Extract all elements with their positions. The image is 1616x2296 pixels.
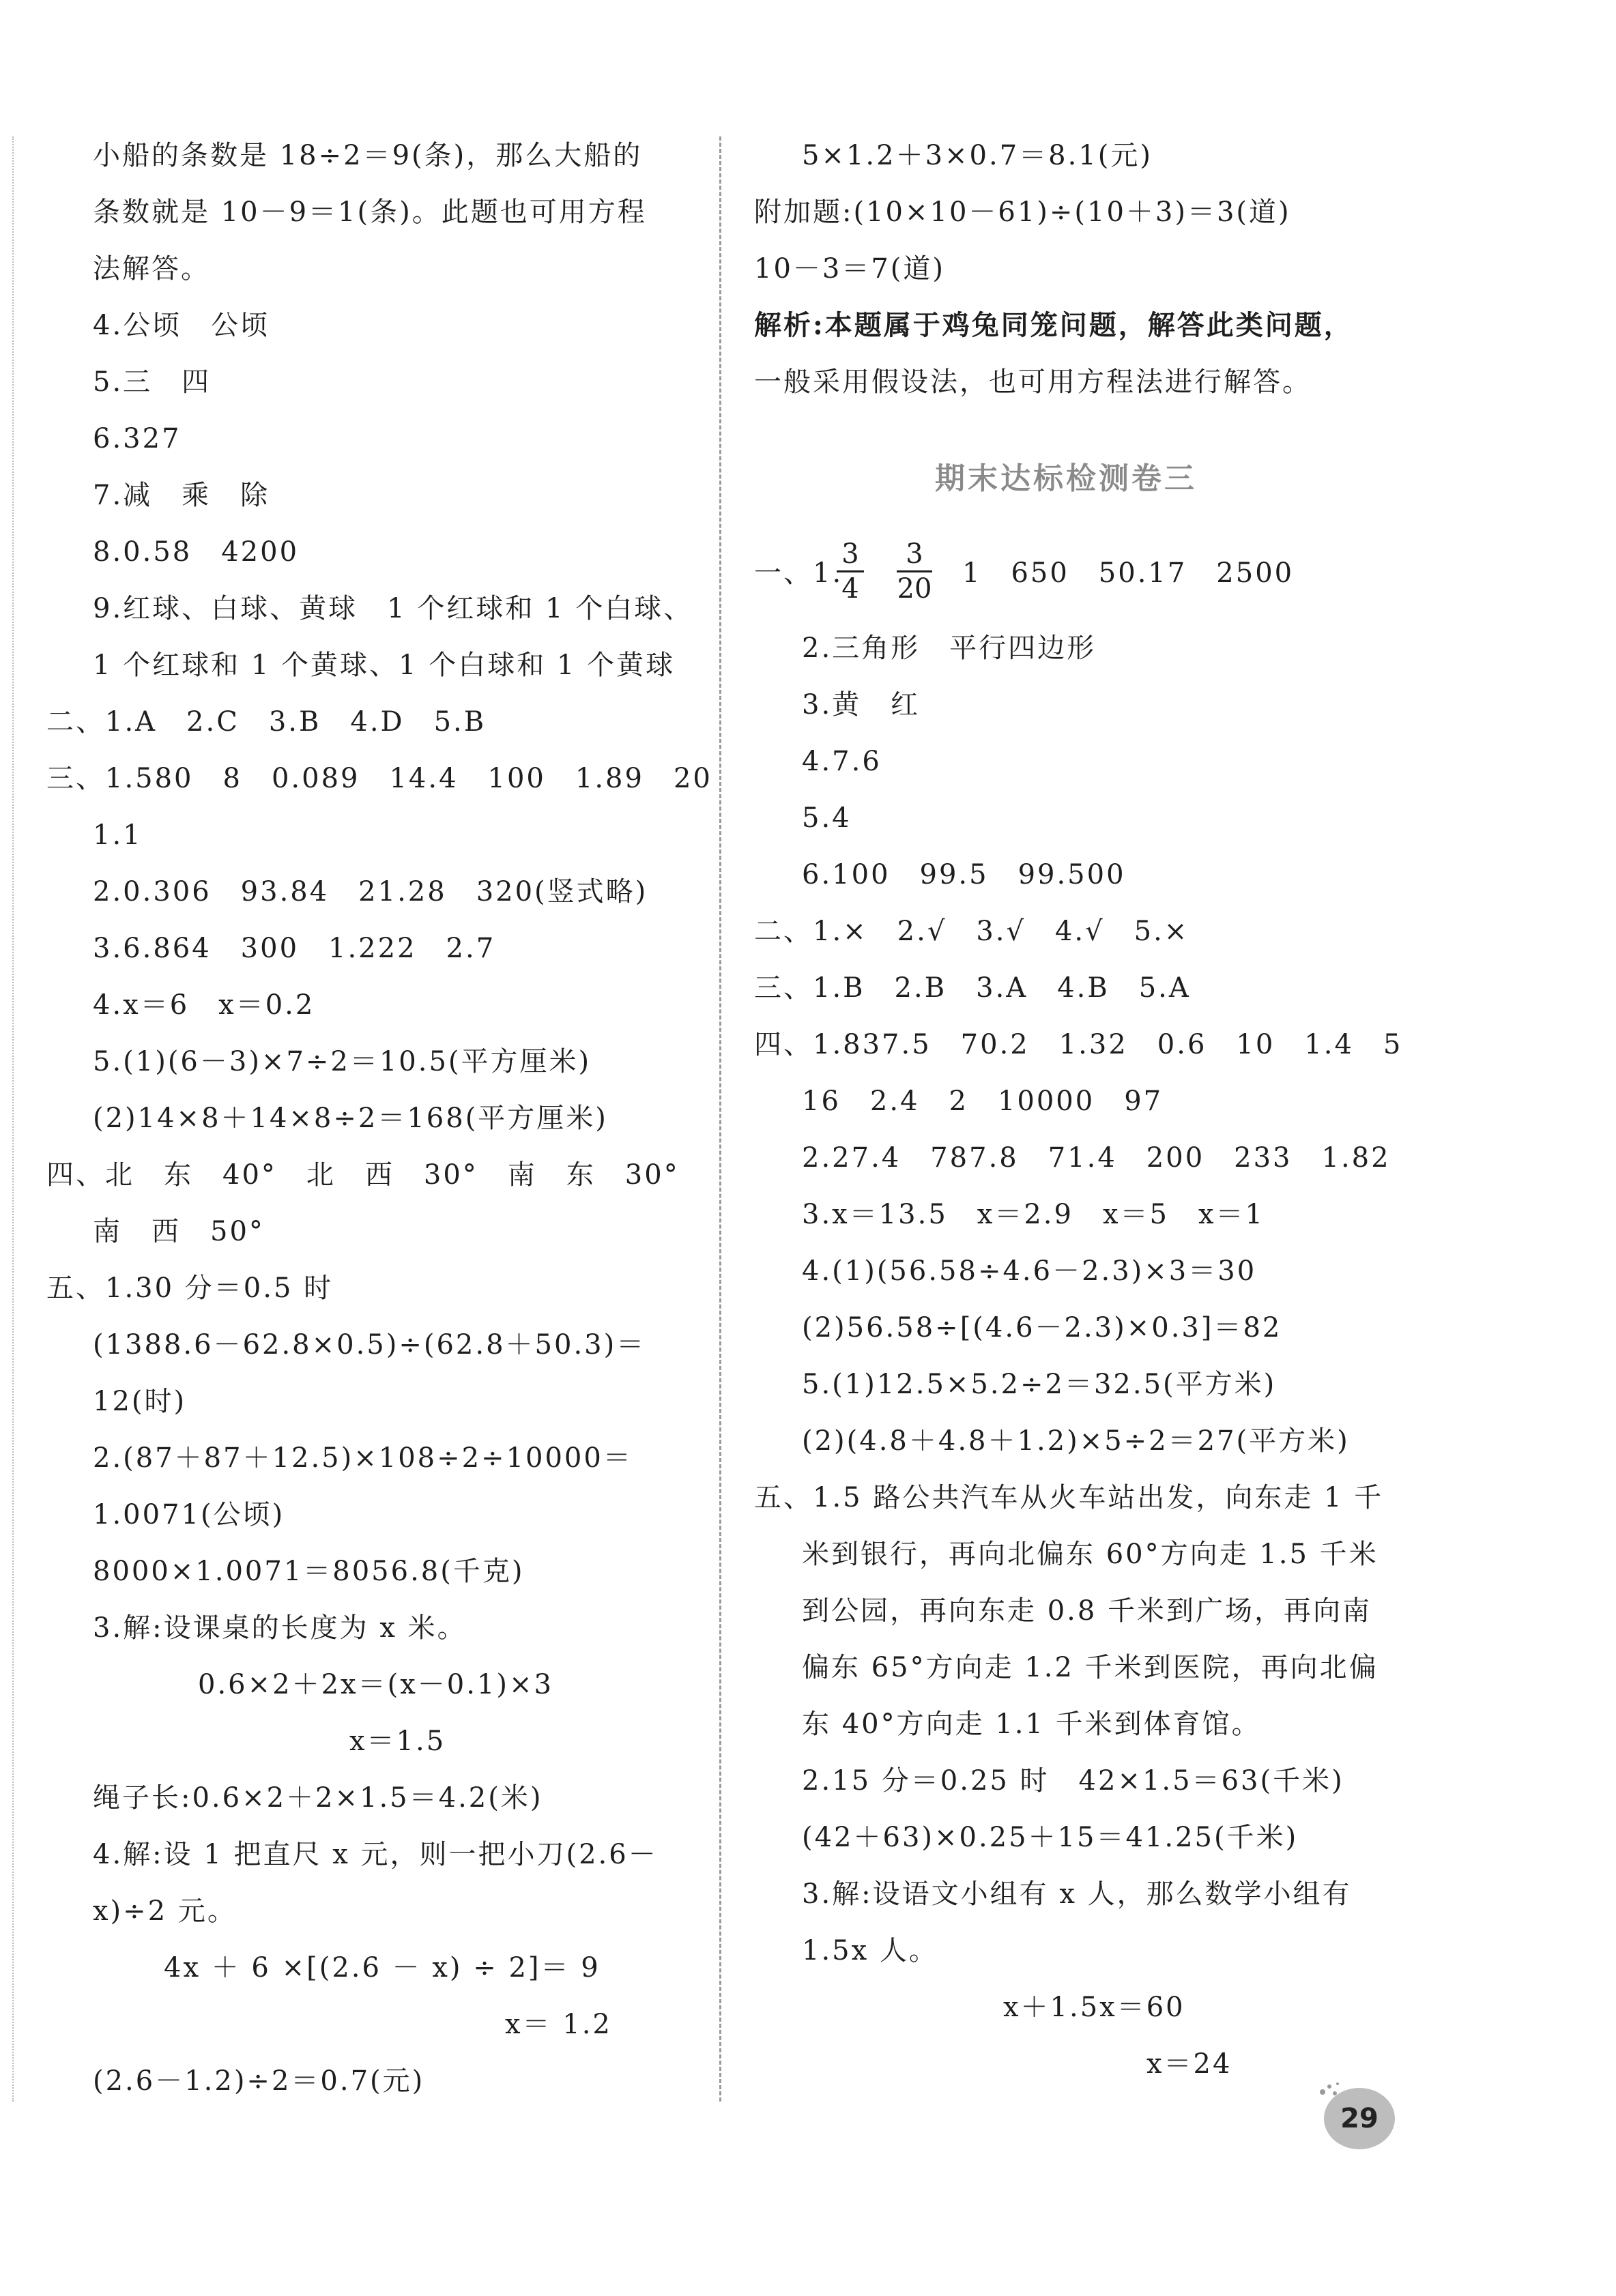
text-line: 1.0071(公顷) xyxy=(93,1499,285,1530)
text-line: 小船的条数是 18÷2＝9(条)，那么大船的 xyxy=(93,140,643,171)
text-line: 附加题:(10×10－61)÷(10＋3)＝3(道) xyxy=(754,197,1291,228)
text-line: 12(时) xyxy=(93,1386,187,1417)
text-line: 3.6.864 300 1.222 2.7 xyxy=(93,933,496,964)
text-line: x＝ 1.2 xyxy=(505,2009,612,2040)
column-divider xyxy=(719,136,721,2102)
analysis-line: 解析:本题属于鸡兔同笼问题，解答此类问题， xyxy=(754,309,1353,341)
text-line: (2.6－1.2)÷2＝0.7(元) xyxy=(93,2065,425,2097)
text-line: 四、1.837.5 70.2 1.32 0.6 10 1.4 5 xyxy=(754,1029,1403,1060)
page-number-badge xyxy=(1324,2088,1395,2149)
text-line: 4.解:设 1 把直尺 x 元，则一把小刀(2.6－ xyxy=(93,1839,658,1870)
text-line: 二、1.× 2.√ 3.√ 4.√ 5.× xyxy=(754,916,1189,947)
text-line: 东 40°方向走 1.1 千米到体育馆。 xyxy=(802,1709,1261,1740)
text-line: 5.4 xyxy=(802,802,852,834)
text-line: 条数就是 10－9＝1(条)。此题也可用方程 xyxy=(93,197,647,228)
text-line: 三、1.B 2.B 3.A 4.B 5.A xyxy=(754,972,1191,1004)
text-line: 法解答。 xyxy=(93,253,210,285)
text-line: 5.(1)12.5×5.2÷2＝32.5(平方米) xyxy=(802,1369,1277,1400)
text-line: 4.7.6 xyxy=(802,746,882,777)
text-line: x)÷2 元。 xyxy=(93,1895,237,1927)
text-line: 1.5x 人。 xyxy=(802,1935,938,1966)
text-line: 3.x＝13.5 x＝2.9 x＝5 x＝1 xyxy=(802,1199,1265,1230)
fraction-denominator: 4 xyxy=(841,573,859,605)
text-line: 南 西 50° xyxy=(93,1216,265,1247)
text-line: 3.解:设语文小组有 x 人，那么数学小组有 xyxy=(802,1878,1352,1910)
page-edge-line xyxy=(12,136,14,2102)
fraction-three-quarters xyxy=(834,539,867,604)
text-line: 5.三 四 xyxy=(93,366,212,398)
text-line: 5.(1)(6－3)×7÷2＝10.5(平方厘米) xyxy=(93,1046,592,1077)
text-line: 1.1 xyxy=(93,819,143,851)
text-line: 到公园，再向东走 0.8 千米到广场，再向南 xyxy=(802,1595,1372,1627)
text-line: 2.15 分＝0.25 时 42×1.5＝63(千米) xyxy=(802,1765,1344,1797)
text-line: (42＋63)×0.25＋15＝41.25(千米) xyxy=(802,1822,1299,1853)
text-line: 4.公顷 公顷 xyxy=(93,310,270,341)
text-line: 4.(1)(56.58÷4.6－2.3)×3＝30 xyxy=(802,1255,1257,1287)
fraction-numerator: 3 xyxy=(906,538,923,570)
text-line: 1 个红球和 1 个黄球、1 个白球和 1 个黄球 xyxy=(93,650,676,681)
text-line: 7.减 乘 除 xyxy=(93,480,270,511)
text-line: 米到银行，再向北偏东 60°方向走 1.5 千米 xyxy=(802,1539,1379,1570)
text-line: 6.327 xyxy=(93,423,182,454)
text-line: 3.解:设课桌的长度为 x 米。 xyxy=(93,1612,467,1644)
text-line: 9.红球、白球、黄球 1 个红球和 1 个白球、 xyxy=(93,593,693,624)
text-line: x＝24 xyxy=(1146,2048,1232,2080)
text-line: 3.黄 红 xyxy=(802,689,921,721)
text-line: 8.0.58 4200 xyxy=(93,536,300,568)
text-line: 二、1.A 2.C 3.B 4.D 5.B xyxy=(46,706,487,738)
text-line: 10－3＝7(道) xyxy=(754,253,946,285)
text-line: 五、1.5 路公共汽车从火车站出发，向东走 1 千 xyxy=(754,1482,1384,1513)
text-line: (1388.6－62.8×0.5)÷(62.8＋50.3)＝ xyxy=(93,1329,646,1361)
text-line: x＋1.5x＝60 xyxy=(1003,1992,1185,2023)
text-line: 五、1.30 分＝0.5 时 xyxy=(46,1273,334,1304)
page-number: 29 xyxy=(1340,2103,1379,2134)
text-line: (2)56.58÷[(4.6－2.3)×0.3]＝82 xyxy=(802,1312,1282,1343)
text-line: 偏东 65°方向走 1.2 千米到医院，再向北偏 xyxy=(802,1652,1379,1683)
text-line: 0.6×2＋2x＝(x－0.1)×3 xyxy=(198,1669,553,1700)
fraction-numerator: 3 xyxy=(841,538,859,570)
text-line: 四、北 东 40° 北 西 30° 南 东 30° xyxy=(46,1159,680,1191)
section-title: 期末达标检测卷三 xyxy=(935,461,1197,496)
fraction-denominator: 20 xyxy=(897,573,932,605)
text-line: 2.0.306 93.84 21.28 320(竖式略) xyxy=(93,876,648,907)
text-line: 5×1.2＋3×0.7＝8.1(元) xyxy=(802,140,1153,171)
text-line: x＝1.5 xyxy=(349,1726,446,1757)
text-line: 4x ＋ 6 ×[(2.6 － x) ÷ 2]＝ 9 xyxy=(164,1952,601,1983)
text-line: 一般采用假设法，也可用方程法进行解答。 xyxy=(754,366,1312,398)
text-line: 4.x＝6 x＝0.2 xyxy=(93,989,315,1021)
text-line: 2.(87＋87＋12.5)×108÷2÷10000＝ xyxy=(93,1442,633,1474)
text-line: 2.三角形 平行四边形 xyxy=(802,633,1097,664)
text-line: (2)(4.8＋4.8＋1.2)×5÷2＝27(平方米) xyxy=(802,1425,1350,1457)
text-line: (2)14×8＋14×8÷2＝168(平方厘米) xyxy=(93,1103,608,1134)
text-line: 三、1.580 8 0.089 14.4 100 1.89 20 xyxy=(46,763,712,794)
text-line: 1 650 50.17 2500 xyxy=(962,557,1295,589)
fraction-three-twentieths xyxy=(894,539,935,604)
text-line: 2.27.4 787.8 71.4 200 233 1.82 xyxy=(802,1142,1391,1174)
text-line: 绳子长:0.6×2＋2×1.5＝4.2(米) xyxy=(93,1782,543,1814)
text-line: 6.100 99.5 99.500 xyxy=(802,859,1126,890)
answer-prefix: 一、1. xyxy=(754,557,843,589)
text-line: 8000×1.0071＝8056.8(千克) xyxy=(93,1556,525,1587)
text-line: 16 2.4 2 10000 97 xyxy=(802,1086,1164,1117)
